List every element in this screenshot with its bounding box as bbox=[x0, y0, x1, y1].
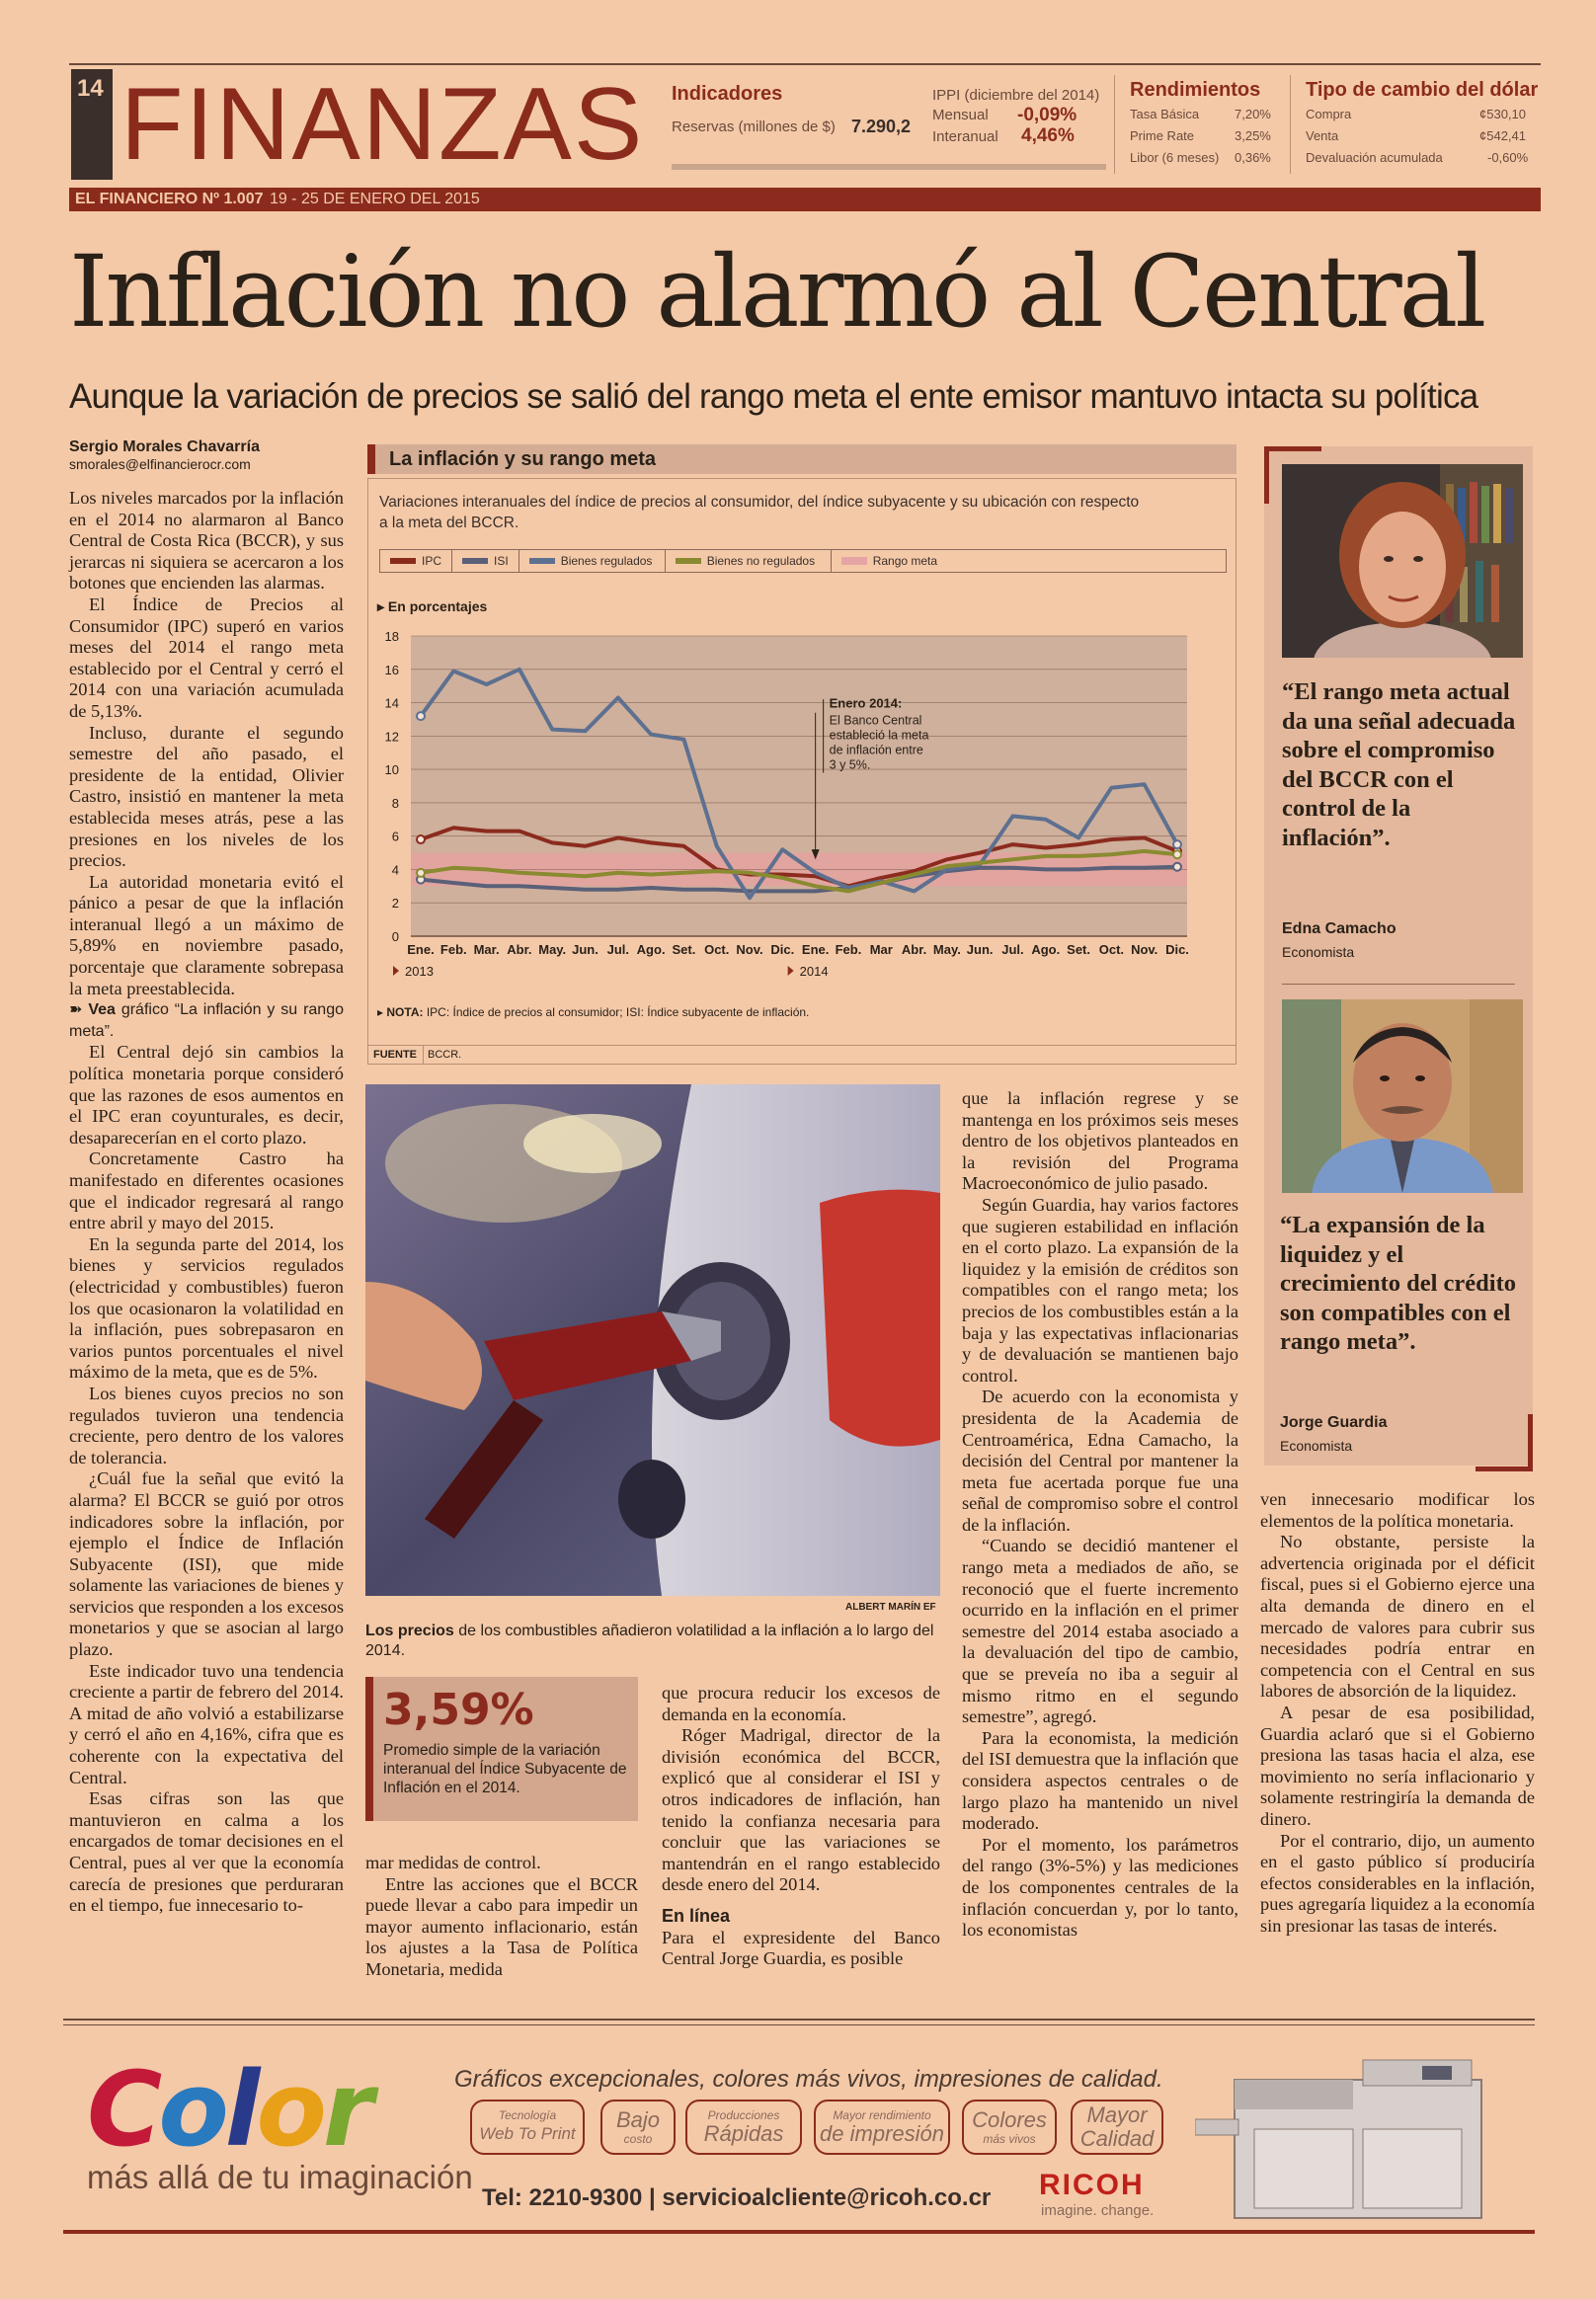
series-start-point bbox=[417, 835, 425, 843]
paragraph: Este indicador tuvo una tendencia creciente a partir de febrero del 2014. A mitad de año volvió a estabilizarse y cerró el año en 4,16%, cifra que es coherente con la expectativa del Central. bbox=[69, 1660, 344, 1787]
x-tick-label: Ene. bbox=[801, 942, 830, 957]
pull-quote: “La expansión de la liquidez y el crecimiento del crédito son compatibles con el rango meta”. bbox=[1280, 1212, 1517, 1355]
rend-label: Prime Rate bbox=[1130, 128, 1195, 143]
y-tick-label: 2 bbox=[391, 896, 399, 912]
series-end-point bbox=[1173, 840, 1181, 848]
indicator-bar bbox=[672, 164, 1106, 170]
y-tick-label: 10 bbox=[384, 762, 399, 778]
x-tick-label: Feb. bbox=[439, 942, 467, 957]
legend-label: ISI bbox=[494, 554, 509, 568]
subhead: En línea bbox=[662, 1905, 731, 1926]
pill-large-text: Web To Print bbox=[479, 2124, 576, 2143]
stat-box bbox=[365, 1677, 638, 1821]
ad-brand-letter: o bbox=[256, 2049, 323, 2170]
article-column-4 bbox=[962, 1088, 1238, 1942]
pill-large-text: Bajo bbox=[615, 2107, 661, 2132]
mensual-label: Mensual bbox=[932, 107, 989, 123]
chart-ref-text: gráfico “La inflación y su rango meta”. bbox=[69, 1001, 344, 1040]
source-text: BCCR. bbox=[428, 1049, 462, 1061]
ad-feature-pill bbox=[470, 2100, 585, 2155]
byline bbox=[69, 438, 344, 472]
paragraph: Los niveles marcados por la inflación en el 2014 no alarmaron al Banco Central de Costa Rica (BCCR), y sus jerarcas ni siquiera se acercaron a los botones que encienden las alarmas. bbox=[69, 488, 344, 594]
pill-small-text: Tecnología bbox=[498, 2108, 557, 2122]
annotation-line-text: El Banco Central bbox=[829, 713, 922, 728]
section-title: FINANZAS bbox=[120, 67, 645, 182]
portrait-jorge-guardia bbox=[1282, 999, 1523, 1193]
reserves-value: 7.290,2 bbox=[851, 117, 912, 136]
year-label: 2013 bbox=[405, 964, 434, 979]
legend-item bbox=[452, 550, 519, 572]
legend-item bbox=[832, 550, 947, 572]
pill-small-text: Producciones bbox=[707, 2108, 780, 2122]
chart-source bbox=[367, 1045, 1237, 1065]
dolar-label: Compra bbox=[1306, 107, 1352, 121]
ad-feature-pill bbox=[1071, 2100, 1163, 2155]
paragraph: Para la economista, la medición del ISI demuestra que la inflación que considera aspectos centrales o de largo plazo ha mantenido un nivel moderado. bbox=[962, 1727, 1238, 1834]
fuel-pump-photo bbox=[365, 1084, 940, 1596]
rend-value: 7,20% bbox=[1235, 107, 1271, 121]
paragraph: En la segunda parte del 2014, los bienes y servicios regulados (electricidad y combustibles) fueron los que ocasionaron la volatilidad en la inflación, pues sobrepasaron en varios puntos porcentuales el nivel máximo de la meta, que es de 5%. bbox=[69, 1233, 344, 1383]
chart-legend bbox=[379, 549, 1227, 573]
photo-caption bbox=[365, 1622, 940, 1661]
paragraph: Para el expresidente del Banco Central Jorge Guardia, es posible bbox=[662, 1927, 940, 1969]
triangle-icon: ▸ bbox=[377, 598, 385, 614]
x-tick-label: Jul. bbox=[1001, 942, 1024, 957]
author-name: Sergio Morales Chavarría bbox=[69, 438, 260, 455]
x-tick-label: Oct. bbox=[1098, 942, 1125, 957]
paragraph: que la inflación regrese y se mantenga en los próximos seis meses dentro de los objetivos planteados en la revisión del Programa Macroeconómico de julio pasado. bbox=[962, 1088, 1238, 1194]
series-start-point bbox=[417, 869, 425, 877]
ad-feature-pill bbox=[600, 2100, 676, 2155]
rend-label: Libor (6 meses) bbox=[1130, 150, 1220, 165]
issue-dates: 19 - 25 DE ENERO DEL 2015 bbox=[269, 191, 480, 207]
x-tick-label: Jul. bbox=[606, 942, 630, 957]
y-tick-label: 6 bbox=[391, 829, 399, 844]
paragraph: Por el contrario, dijo, un aumento en el gasto público sí produciría efectos considerables en la inflación, pues agregaría liquidez a la economía sin presionar las tasas de interés. bbox=[1260, 1830, 1535, 1936]
brand-bar bbox=[69, 188, 1541, 211]
printer-illustration bbox=[1195, 2050, 1521, 2228]
top-rule bbox=[69, 63, 1541, 65]
legend-label: IPC bbox=[422, 554, 442, 568]
paragraph: Róger Madrigal, director de la división económica del BCCR, explicó que al considerar el ISI y otros indicadores de inflación, han tenido la confianza necesaria para concluir que las variaciones se mantendrán en el rango establecido desde enero del 2014. bbox=[662, 1725, 940, 1895]
paragraph: “Cuando se decidió mantener el rango meta a mediados de año, se reconoció que el fuerte incremento ocurrido en la inflación en el primer semestre del 2014 estaba asociado a la devaluación del tipo de cambio, que se preveía no iba a seguir al mismo ritmo en el segundo semestre”, agregó. bbox=[962, 1536, 1238, 1727]
author-email: smorales@elfinancierocr.com bbox=[69, 456, 251, 472]
x-tick-label: Jun. bbox=[572, 942, 598, 957]
paragraph: A pesar de esa posibilidad, Guardia aclaró que si el Gobierno presiona las tasas hacia el alza, ese movimiento no sería inflacionario y solamente restringiría la demanda de dinero. bbox=[1260, 1702, 1535, 1829]
x-tick-label: Ene. bbox=[407, 942, 435, 957]
pill-small-text: más vivos bbox=[983, 2132, 1036, 2146]
photo-credit: ALBERT MARÍN EF bbox=[845, 1602, 936, 1613]
ippi-label: IPPI (diciembre del 2014) bbox=[932, 87, 1100, 104]
legend-label: Bienes regulados bbox=[560, 554, 653, 568]
y-tick-label: 18 bbox=[384, 629, 399, 644]
paragraph: Concretamente Castro ha manifestado en diferentes ocasiones que el indicador regresará al rango entre abril y mayo del 2015. bbox=[69, 1149, 344, 1233]
x-tick-label: Jun. bbox=[966, 942, 994, 957]
chart-title-bar bbox=[367, 444, 1237, 474]
inflation-chart bbox=[367, 622, 1237, 988]
interanual-value: 4,46% bbox=[1021, 125, 1075, 146]
rend-label: Tasa Básica bbox=[1130, 107, 1200, 121]
legend-swatch bbox=[676, 558, 701, 564]
chart-subtitle: Variaciones interanuales del índice de precios al consumidor, del índice subyacente y su ubicación con respecto a la meta del BCCR. bbox=[379, 494, 1140, 531]
annotation-line-text: de inflación entre bbox=[829, 743, 923, 757]
interanual-label: Interanual bbox=[932, 128, 998, 145]
y-tick-label: 16 bbox=[384, 662, 399, 677]
legend-swatch bbox=[841, 557, 867, 565]
y-tick-label: 4 bbox=[391, 862, 399, 878]
year-arrow-icon bbox=[788, 966, 794, 976]
ricoh-slogan: imagine. change. bbox=[1041, 2202, 1155, 2219]
y-tick-label: 8 bbox=[391, 795, 399, 811]
ad-rule bbox=[63, 2024, 1535, 2025]
pull-quote: “El rango meta actual da una señal adecuada sobre el compromiso del BCCR con el control de la inflación”. bbox=[1282, 678, 1516, 851]
legend-swatch bbox=[390, 558, 416, 564]
deck: Aunque la variación de precios se salió del rango meta el ente emisor mantuvo intacta su política bbox=[69, 377, 1478, 416]
reserves-label: Reservas (millones de $) bbox=[672, 119, 836, 135]
ad-contact: Tel: 2210-9300 | servicioalcliente@ricoh.co.cr bbox=[482, 2184, 992, 2211]
printer-icon bbox=[1195, 2050, 1521, 2228]
ad-rule bbox=[63, 2230, 1535, 2234]
series-start-point bbox=[417, 712, 425, 720]
ad-feature-pill bbox=[962, 2100, 1057, 2155]
paragraph: El Índice de Precios al Consumidor (IPC) superó en varios meses del 2014 el rango meta establecido por el Central y cerró el 2014 con una variación acumulada de 5,13%. bbox=[69, 594, 344, 721]
x-tick-label: May. bbox=[538, 942, 567, 957]
ad-brand-letter: C bbox=[87, 2049, 159, 2170]
caption-lead: Los precios bbox=[365, 1623, 454, 1639]
ad-headline: Gráficos excepcionales, colores más vivos, impresiones de calidad. bbox=[454, 2066, 1163, 2093]
legend-swatch bbox=[462, 558, 488, 564]
source-label: FUENTE bbox=[367, 1046, 424, 1064]
portrait-edna-camacho bbox=[1282, 464, 1523, 658]
portrait-illustration bbox=[1282, 999, 1523, 1193]
x-tick-label: Dic. bbox=[1165, 942, 1189, 957]
paragraph: De acuerdo con la economista y presidenta de la Academia de Centroamérica, Edna Camacho, la decisión del Central por mantener la meta fue acertada porque fue una señal de compromiso sobre el control de la inflación. bbox=[962, 1387, 1238, 1535]
quote-author: Jorge Guardia bbox=[1280, 1414, 1388, 1431]
x-tick-label: Nov. bbox=[736, 942, 763, 957]
paragraph: La autoridad monetaria evitó el pánico a pesar de que la inflación interanual llegó a un máximo de 5,89% en noviembre pasado, porcentaje que claramente sobrepasa la meta preestablecida. bbox=[69, 871, 344, 998]
rend-value: 3,25% bbox=[1235, 128, 1271, 143]
x-tick-label: May. bbox=[932, 942, 961, 957]
separator bbox=[1114, 75, 1115, 174]
dolar-label: Venta bbox=[1306, 128, 1339, 143]
indicadores-title: Indicadores bbox=[672, 83, 783, 105]
chart-title: La inflación y su rango meta bbox=[389, 448, 657, 470]
note-text: IPC: Índice de precios al consumidor; ISI: Índice subyacente de inflación. bbox=[426, 1005, 810, 1019]
article-column-2 bbox=[365, 1853, 638, 1981]
paragraph: Por el momento, los parámetros del rango (3%-5%) y las mediciones de los componentes centrales de la inflación concuerdan y, por lo tanto, los economistas bbox=[962, 1834, 1238, 1941]
chart-reference bbox=[69, 999, 344, 1042]
article-column-5 bbox=[1260, 1489, 1535, 1937]
chart-ref-label: Vea bbox=[88, 1001, 116, 1019]
x-tick-label: Set. bbox=[1067, 942, 1091, 957]
pill-small-text: costo bbox=[623, 2132, 653, 2146]
legend-item bbox=[666, 550, 832, 572]
legend-label: Bienes no regulados bbox=[706, 554, 816, 568]
pill-large-text: Calidad bbox=[1079, 2126, 1155, 2151]
triangle-icon: ▸ bbox=[377, 1005, 384, 1019]
mensual-value: -0,09% bbox=[1017, 105, 1077, 125]
legend-swatch bbox=[529, 558, 555, 564]
arrow-icon: ➽ bbox=[69, 1001, 83, 1019]
x-tick-label: Abr. bbox=[507, 942, 532, 957]
ad-feature-pill bbox=[685, 2100, 802, 2155]
paragraph: que procura reducir los excesos de demanda en la economía. bbox=[662, 1683, 940, 1724]
caption-text: de los combustibles añadieron volatilidad a la inflación a lo largo del 2014. bbox=[365, 1623, 934, 1659]
x-tick-label: Ago. bbox=[636, 942, 666, 957]
dolar-label: Devaluación acumulada bbox=[1306, 150, 1443, 165]
legend-item bbox=[380, 550, 452, 572]
series-end-point bbox=[1173, 863, 1181, 871]
paragraph: El Central dejó sin cambios la política monetaria porque consideró que las razones de esos aumentos en el IPC eran coyunturales, es decir, desaparecerían en el corto plazo. bbox=[69, 1042, 344, 1148]
y-tick-label: 14 bbox=[384, 695, 399, 711]
series-end-point bbox=[1173, 850, 1181, 858]
divider bbox=[1282, 984, 1515, 985]
corner-bracket bbox=[1476, 1414, 1533, 1471]
dolar-value: ¢530,10 bbox=[1479, 107, 1526, 121]
dolar-value: ¢542,41 bbox=[1479, 128, 1526, 143]
paragraph: Esas cifras son las que mantuvieron en calma a los encargados de tomar decisiones en el Central, pues al ver que la economía carecía de presiones que perduraran en el tiempo, fue innecesario to- bbox=[69, 1788, 344, 1916]
stat-value: 3,59% bbox=[383, 1685, 534, 1735]
ad-tagline: más allá de tu imaginación bbox=[87, 2159, 473, 2195]
article-column-3 bbox=[662, 1683, 940, 1970]
x-tick-label: Nov. bbox=[1131, 942, 1158, 957]
dolar-title: Tipo de cambio del dólar bbox=[1306, 79, 1539, 101]
year-label: 2014 bbox=[799, 964, 829, 979]
ad-brand bbox=[87, 2049, 370, 2170]
x-tick-label: Dic. bbox=[770, 942, 795, 957]
unit-label-text: En porcentajes bbox=[387, 598, 488, 614]
paragraph: Incluso, durante el segundo semestre del año pasado, el presidente de la entidad, Olivier Castro, insistió en mantener la meta establecida meses atrás, pese a las presiones en los niveles de los precios. bbox=[69, 722, 344, 871]
legend-label: Rango meta bbox=[872, 554, 938, 568]
y-tick-label: 12 bbox=[384, 729, 399, 745]
y-tick-label: 0 bbox=[391, 929, 399, 944]
ricoh-logo: RICOH bbox=[1039, 2169, 1145, 2201]
quote-role: Economista bbox=[1280, 1438, 1353, 1454]
quote-role: Economista bbox=[1282, 944, 1355, 960]
paragraph: mar medidas de control. bbox=[365, 1853, 541, 1872]
chart-note bbox=[377, 1005, 809, 1019]
x-tick-label: Ago. bbox=[1031, 942, 1061, 957]
portrait-illustration bbox=[1282, 464, 1523, 658]
annotation-title: Enero 2014: bbox=[829, 695, 903, 711]
pill-large-text: Colores bbox=[972, 2107, 1047, 2132]
pill-large-text: Rápidas bbox=[703, 2121, 784, 2146]
pill-small-text: Mayor rendimiento bbox=[833, 2108, 931, 2122]
annotation-line-text: estableció la meta bbox=[829, 728, 929, 743]
brand-name: EL FINANCIERO Nº 1.007 bbox=[75, 191, 264, 207]
unit-label bbox=[377, 598, 487, 615]
year-arrow-icon bbox=[393, 966, 399, 976]
ad-brand-letter: o bbox=[158, 2049, 225, 2170]
x-tick-label: Mar. bbox=[473, 942, 500, 957]
paragraph: No obstante, persiste la advertencia originada por el déficit fiscal, pues si el Gobierno ejerce una alta demanda de dinero en el mercado de valores para cubrir sus necesidades podría entrar en competencia con el Central en sus labores de absorción de la liquidez. bbox=[1260, 1532, 1535, 1702]
paragraph: Entre las acciones que el BCCR puede llevar a cabo para impedir un mayor aumento inflacionario, están los ajustes a la Tasa de Política Monetaria, medida bbox=[365, 1873, 638, 1979]
x-tick-label: Abr. bbox=[901, 942, 927, 957]
separator bbox=[1290, 75, 1291, 174]
paragraph: ¿Cuál fue la señal que evitó la alarma? El BCCR se guió por otros indicadores sobre la inflación, por ejemplo el Índice de Inflación Subyacente (ISI), que mide solamente las variaciones de bienes y servicios que responden a los excesos monetarios y que se asocian al largo plazo. bbox=[69, 1468, 344, 1660]
x-tick-label: Feb. bbox=[835, 942, 862, 957]
legend-item bbox=[519, 550, 666, 572]
dolar-value: -0,60% bbox=[1487, 150, 1529, 165]
rend-value: 0,36% bbox=[1235, 150, 1271, 165]
article-column-1 bbox=[69, 488, 344, 1917]
stat-text: Promedio simple de la variación interanual del Índice Subyacente de Inflación en el 2014. bbox=[383, 1742, 627, 1796]
annotation-line-text: 3 y 5%. bbox=[829, 757, 871, 772]
x-tick-label: Oct. bbox=[704, 942, 730, 957]
paragraph: ven innecesario modificar los elementos de la política monetaria. bbox=[1260, 1489, 1535, 1531]
rendimientos-title: Rendimientos bbox=[1130, 79, 1261, 101]
ad-brand-letter: r bbox=[322, 2049, 370, 2170]
paragraph: Los bienes cuyos precios no son regulados tuvieron una tendencia creciente, pero dentro de los valores de tolerancia. bbox=[69, 1383, 344, 1467]
fuel-pump-illustration bbox=[365, 1084, 940, 1596]
pill-large-text: Mayor bbox=[1086, 2102, 1148, 2127]
note-label: NOTA: bbox=[386, 1005, 424, 1019]
paragraph: Según Guardia, hay varios factores que sugieren estabilidad en inflación en el corto plazo. La expansión de la liquidez y la emisión de créditos son compatibles con el rango meta; los precios de los combustibles están a la baja y las expectativas inflacionarias y de devaluación se mantienen bajo control. bbox=[962, 1194, 1238, 1386]
quote-author: Edna Camacho bbox=[1282, 920, 1396, 937]
headline: Inflación no alarmó al Central bbox=[69, 234, 1484, 350]
page-number: 14 bbox=[71, 69, 113, 180]
x-tick-label: Mar bbox=[869, 942, 893, 957]
ad-brand-letter: l bbox=[224, 2049, 257, 2170]
x-tick-label: Set. bbox=[672, 942, 696, 957]
ad-feature-pill bbox=[814, 2100, 950, 2155]
pill-large-text: de impresión bbox=[820, 2121, 944, 2146]
ad-rule bbox=[63, 2019, 1535, 2021]
